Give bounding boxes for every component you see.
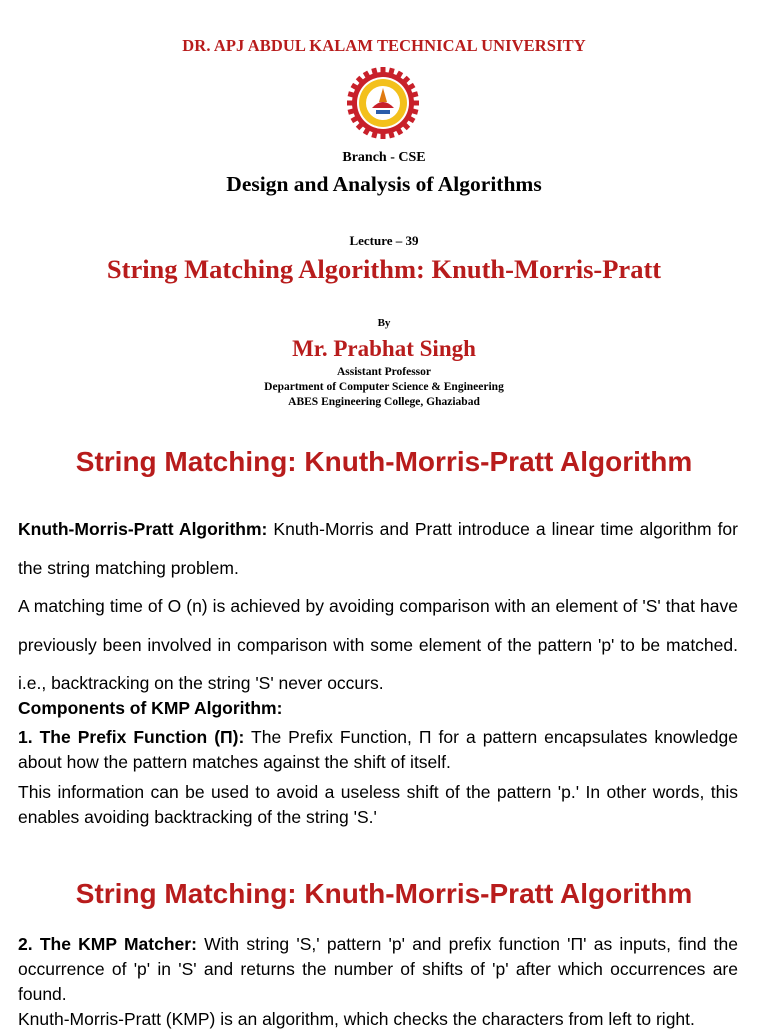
kmp-definition-label: Knuth-Morris-Pratt Algorithm: [18,519,268,539]
author-designation: Assistant Professor [336,366,432,378]
author-name: Mr. Prabhat Singh [292,336,476,361]
university-name: DR. APJ ABDUL KALAM TECHNICAL UNIVERSITY [182,36,586,55]
author-department: Department of Computer Science & Engineering [264,381,504,393]
lecture-title: String Matching Algorithm: Knuth-Morris-Pratt [106,254,662,284]
prefix-function-paragraph [18,725,738,775]
slide2-heading: String Matching: Knuth-Morris-Pratt Algorithm [75,878,693,909]
author-college: ABES Engineering College, Ghaziabad [288,396,480,408]
university-seal-logo [346,66,420,140]
lecture-number: Lecture – 39 [349,233,419,248]
kmp-matcher-paragraph [18,932,738,1007]
branch-label: Branch - CSE [342,150,426,165]
components-heading: Components of KMP Algorithm: [18,698,283,718]
kmp-matcher-text: With string 'S,' pattern 'p' and prefix function 'Π' as inputs, find the occurrence of 'p' in 'S' and returns the number of shifts of 'p' after which occurrences are found. [18,934,738,1004]
kmp-definition-text: Knuth-Morris and Pratt introduce a linear time algorithm for the string matching problem. [18,519,738,578]
matching-time-paragraph: A matching time of O (n) is achieved by avoiding comparison with an element of 'S' that have previously been involved in comparison with some element of the pattern 'p' to be matched. i.e., backtracking on the string 'S' never occurs. [18,596,738,693]
prefix-function-label: 1. The Prefix Function (Π): [18,727,245,747]
kmp-summary-paragraph: Knuth-Morris-Pratt (KMP) is an algorithm, which checks the characters from left to right. [18,1009,695,1029]
prefix-info-paragraph: This information can be used to avoid a useless shift of the pattern 'p.' In other words, this enables avoiding backtracking of the string 'S.' [18,782,738,827]
kmp-matcher-label: 2. The KMP Matcher: [18,934,197,954]
slide1-heading: String Matching: Knuth-Morris-Pratt Algorithm [75,446,693,477]
by-label: By [377,317,391,329]
kmp-definition-paragraph [18,510,738,587]
course-title: Design and Analysis of Algorithms [226,172,542,196]
prefix-function-text: The Prefix Function, Π for a pattern encapsulates knowledge about how the pattern matches against the shift of itself. [18,727,738,772]
